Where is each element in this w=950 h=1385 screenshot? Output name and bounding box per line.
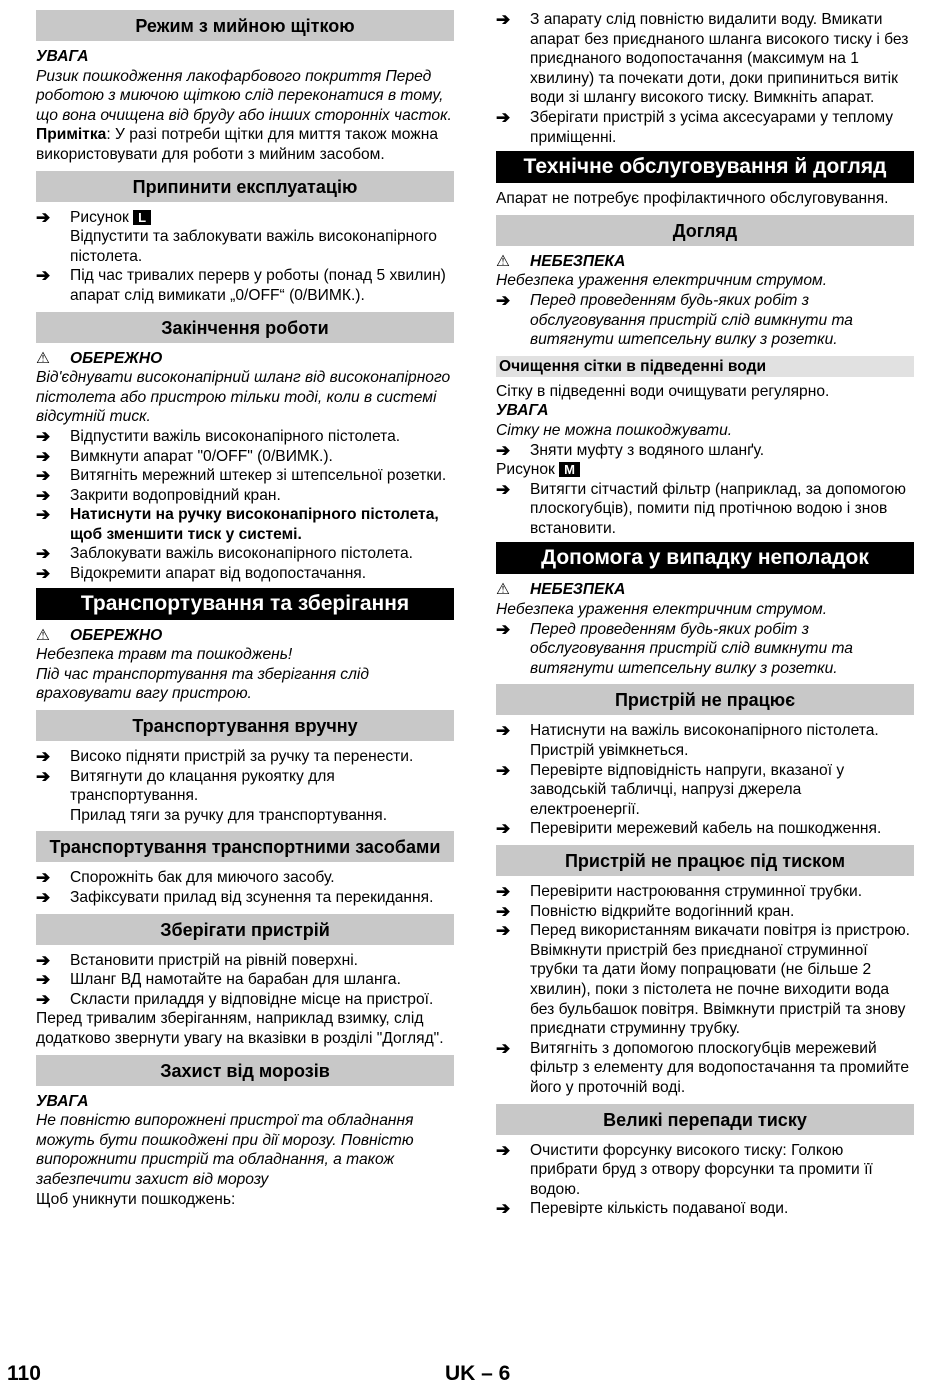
figure-ref: Рисунок — [496, 461, 555, 479]
step-text: Скласти приладдя у відповідне місце на пристрої. — [70, 990, 434, 1008]
heading-troubleshooting: Допомога у випадку неполадок — [496, 542, 914, 574]
arrow-icon: ➔ — [36, 485, 51, 505]
step-item — [496, 108, 914, 147]
caution-label: ОБЕРЕЖНО — [70, 626, 163, 644]
figure-badge: M — [559, 462, 580, 477]
heading-vehicle-transport: Транспортування транспортними засобами — [36, 831, 454, 862]
step-text: З апарату слід повністю видалити воду. Вмикати апарат без приєднаного шланга високого тиску і без приєднаного водопостачання (максимум на 1 хвилину) та почекати доти, доки припиниться витік води зі шлангу високого тиску. Вимкніть апарат. — [530, 11, 909, 107]
step-item — [36, 208, 454, 267]
heading-manual-transport: Транспортування вручну — [36, 710, 454, 741]
step-text: Очистити форсунку високого тиску: Голкою прибрати бруд з отвору форсунки та промити її водою. — [530, 1141, 873, 1198]
step-item — [36, 266, 454, 305]
step-text: Заблокувати важіль високонапірного пістолета. — [70, 545, 413, 563]
step-text: Натиснути на ручку високонапірного пістолета, щоб зменшити тиск у системі. — [70, 506, 439, 543]
notice-text: Не повністю випорожнені пристрої та обладнання можуть бути пошкоджені при дії морозу. Повністю випорожнити пристрій та обладнання, а також забезпечити захист від морозу — [36, 1112, 414, 1188]
step-item — [496, 1039, 914, 1098]
step-item — [36, 767, 454, 826]
arrow-icon: ➔ — [496, 721, 511, 741]
caution-text: Небезпека травм та пошкоджень! — [36, 646, 293, 664]
frost-text: Щоб уникнути пошкоджень: — [36, 1190, 236, 1208]
step-text: Перевірити настроювання струминної трубки. — [530, 883, 863, 900]
step-text: Високо підняти пристрій за ручку та перенести. — [70, 748, 414, 766]
step-item — [36, 970, 454, 990]
figure-ref: Рисунок — [70, 208, 129, 226]
step-item — [36, 486, 454, 506]
step-item — [36, 888, 454, 908]
note-text: : У разі потреби щітки для миття також можна використовувати для роботи з мийним засобом. — [36, 126, 438, 163]
step-item — [496, 902, 914, 922]
step-item — [496, 921, 914, 1039]
arrow-icon: ➔ — [496, 882, 511, 901]
step-continuation: Пристрій увімкнеться. — [530, 742, 689, 760]
step-text: Відпустити та заблокувати важіль високонапірного пістолета. — [70, 228, 437, 265]
warning-triangle-icon: ⚠ — [36, 626, 50, 644]
step-text: Перед проведенням будь-яких робіт з обслуговування пристрій слід вимкнути та витягнути штепсельну вилку з розетки. — [530, 291, 853, 349]
caution-header — [36, 626, 454, 646]
caution-text: Під час транспортування та зберігання слід враховувати вагу пристрою. — [36, 665, 369, 703]
heading-care: Догляд — [496, 215, 914, 246]
step-text: Шланг ВД намотайте на барабан для шланга. — [70, 971, 401, 989]
heading-brush-mode: Режим з мийною щіткою — [36, 10, 454, 41]
section-code: UK – 6 — [445, 1362, 511, 1385]
danger-text: Небезпека ураження електричним струмом. — [496, 272, 828, 290]
danger-text: Небезпека ураження електричним струмом. — [496, 601, 828, 619]
notice-text: Сітку не можна пошкоджувати. — [496, 421, 733, 439]
step-item — [496, 480, 914, 539]
step-text: Відокремити апарат від водопостачання. — [70, 565, 367, 583]
caution-header — [36, 349, 454, 369]
step-item — [36, 868, 454, 888]
note-label: Примітка — [36, 126, 107, 144]
arrow-icon: ➔ — [36, 266, 51, 286]
step-item — [496, 620, 914, 679]
heading-device-not-working: Пристрій не працює — [496, 684, 914, 715]
arrow-icon: ➔ — [36, 970, 51, 990]
step-item — [496, 819, 914, 839]
arrow-icon: ➔ — [36, 888, 51, 907]
step-text: Вимкнути апарат "0/OFF" (0/ВИМК.). — [70, 447, 333, 465]
right-column — [496, 10, 914, 1219]
step-item — [496, 761, 914, 820]
step-item — [36, 951, 454, 971]
step-text: Перевірте відповідність напруги, вказаної у заводській табличці, напрузі джерела електроенергії. — [530, 761, 845, 818]
heading-maintenance: Технічне обслуговування й догляд — [496, 151, 914, 183]
heading-frost-protection: Захист від морозів — [36, 1055, 454, 1086]
step-item — [36, 447, 454, 467]
warning-triangle-icon: ⚠ — [36, 349, 50, 367]
arrow-icon: ➔ — [496, 819, 511, 839]
arrow-icon: ➔ — [36, 544, 51, 564]
heading-store-device: Зберігати пристрій — [36, 914, 454, 945]
step-text: Перед проведенням будь-яких робіт з обслуговування пристрій слід вимкнути та витягнути штепсельну вилку з розетки. — [530, 620, 853, 677]
step-item — [496, 721, 914, 760]
step-item — [36, 747, 454, 767]
arrow-icon: ➔ — [36, 950, 51, 970]
caution-label: ОБЕРЕЖНО — [70, 349, 163, 367]
figure-badge: L — [133, 210, 151, 225]
arrow-icon: ➔ — [36, 989, 51, 1009]
note-paragraph — [36, 125, 454, 164]
figure-ref-line — [496, 460, 914, 480]
step-text: Перевірте кількість подаваної води. — [530, 1200, 789, 1218]
arrow-icon: ➔ — [496, 901, 511, 921]
step-item — [496, 441, 914, 461]
arrow-icon: ➔ — [496, 760, 511, 780]
step-text: Зберігати пристрій з усіма аксесуарами у теплому приміщенні. — [530, 108, 894, 146]
step-item — [36, 544, 454, 564]
storage-note: Перед тривалим зберіганням, наприклад взимку, слід додатково звернути увагу на вказівки в розділі "Догляд". — [36, 1010, 444, 1047]
heading-stop-operation: Припинити експлуатацію — [36, 171, 454, 202]
step-text: Повністю відкрийте водогінний кран. — [530, 902, 795, 920]
arrow-icon: ➔ — [36, 505, 51, 525]
heading-end-work: Закінчення роботи — [36, 312, 454, 343]
step-text: Витягніть з допомогою плоскогубців мережевий фільтр з елементу для водопостачання та промийте його у проточній воді. — [530, 1039, 910, 1096]
arrow-icon: ➔ — [496, 1140, 511, 1160]
arrow-icon: ➔ — [36, 466, 51, 486]
warning-triangle-icon: ⚠ — [496, 252, 510, 270]
danger-label: НЕБЕЗПЕКА — [530, 252, 626, 270]
notice-label: УВАГА — [36, 48, 89, 65]
step-text: Витягніть мережний штекер зі штепсельної розетки. — [70, 467, 447, 485]
arrow-icon: ➔ — [36, 446, 51, 466]
arrow-icon: ➔ — [36, 426, 51, 446]
arrow-icon: ➔ — [496, 440, 511, 460]
step-text: Зафіксувати прилад від зсунення та перекидання. — [70, 889, 434, 906]
step-item — [496, 1199, 914, 1219]
step-item — [36, 466, 454, 486]
heading-transport-storage: Транспортування та зберігання — [36, 588, 454, 620]
arrow-icon: ➔ — [496, 619, 511, 639]
page-number: 110 — [7, 1362, 41, 1385]
step-item — [36, 564, 454, 584]
arrow-icon: ➔ — [496, 290, 511, 310]
step-item — [496, 1141, 914, 1200]
heading-clean-filter: Очищення сітки в підведенні води — [496, 356, 914, 377]
heading-no-pressure: Пристрій не працює під тиском — [496, 845, 914, 876]
caution-text: Від'єднувати високонапірний шланг від високонапірного пістолета або пристрою тільки тоді, коли в системі відсутній тиск. — [36, 369, 451, 426]
arrow-icon: ➔ — [36, 868, 51, 888]
step-continuation: Ввімкнути пристрій без приєднаної струминної трубки та дати йому попрацювати (не більше 2 хвилин), поки з пістолета не почне виходити вода без бульбашок повітря. Ввімкнути пристрій та знову приєднати струминну трубку. — [530, 941, 906, 1038]
step-text: Спорожніть бак для миючого засобу. — [70, 869, 335, 887]
maintenance-text: Апарат не потребує профілактичного обслуговування. — [496, 190, 889, 208]
step-text: Встановити пристрій на рівній поверхні. — [70, 951, 359, 969]
danger-label: НЕБЕЗПЕКА — [530, 581, 626, 599]
arrow-icon: ➔ — [36, 747, 51, 767]
step-text: Під час тривалих перерв у роботы (понад 5 хвилин) апарат слід вимикати „0/OFF“ (0/ВИМК.). — [70, 267, 446, 304]
arrow-icon: ➔ — [496, 921, 511, 941]
danger-header — [496, 252, 914, 272]
left-column — [36, 10, 454, 1209]
heading-pressure-fluctuations: Великі перепади тиску — [496, 1104, 914, 1135]
arrow-icon: ➔ — [496, 1199, 511, 1219]
notice-text: Ризик пошкодження лакофарбового покриття Перед роботою з миючою щіткою слід переконатися в тому, що вона очищена від бруду або інших сторонніх часток. — [36, 67, 452, 124]
arrow-icon: ➔ — [36, 564, 51, 584]
step-item — [36, 505, 454, 544]
arrow-icon: ➔ — [496, 1038, 511, 1058]
danger-header — [496, 580, 914, 600]
step-continuation: Прилад тяги за ручку для транспортування. — [70, 806, 388, 824]
arrow-icon: ➔ — [496, 479, 511, 499]
arrow-icon: ➔ — [36, 766, 51, 786]
step-text: Натиснути на важіль високонапірного пістолета. — [530, 722, 879, 740]
step-text: Закрити водопровідний кран. — [70, 486, 281, 504]
notice-label: УВАГА — [36, 1092, 89, 1110]
step-text: Витягнути до клацання рукоятку для транспортування. — [70, 767, 335, 805]
step-item — [496, 10, 914, 108]
step-item — [496, 291, 914, 350]
notice-label: УВАГА — [496, 402, 549, 420]
step-text: Зняти муфту з водяного шланґу. — [530, 441, 765, 459]
filter-text: Сітку в підведенні води очищувати регулярно. — [496, 382, 830, 400]
step-text: Витягти сітчастий фільтр (наприклад, за допомогою плоскогубців), помити під протічною водою і знов встановити. — [530, 480, 906, 537]
arrow-icon: ➔ — [496, 10, 511, 29]
step-item — [496, 882, 914, 902]
step-text: Перед використанням викачати повітря із пристрою. — [530, 922, 911, 940]
arrow-icon: ➔ — [36, 207, 51, 227]
step-text: Відпустити важіль високонапірного пістолета. — [70, 427, 401, 445]
warning-triangle-icon: ⚠ — [496, 581, 510, 599]
step-text: Перевірити мережевий кабель на пошкодження. — [530, 820, 882, 838]
step-item — [36, 427, 454, 447]
step-item — [36, 990, 454, 1010]
arrow-icon: ➔ — [496, 107, 511, 127]
